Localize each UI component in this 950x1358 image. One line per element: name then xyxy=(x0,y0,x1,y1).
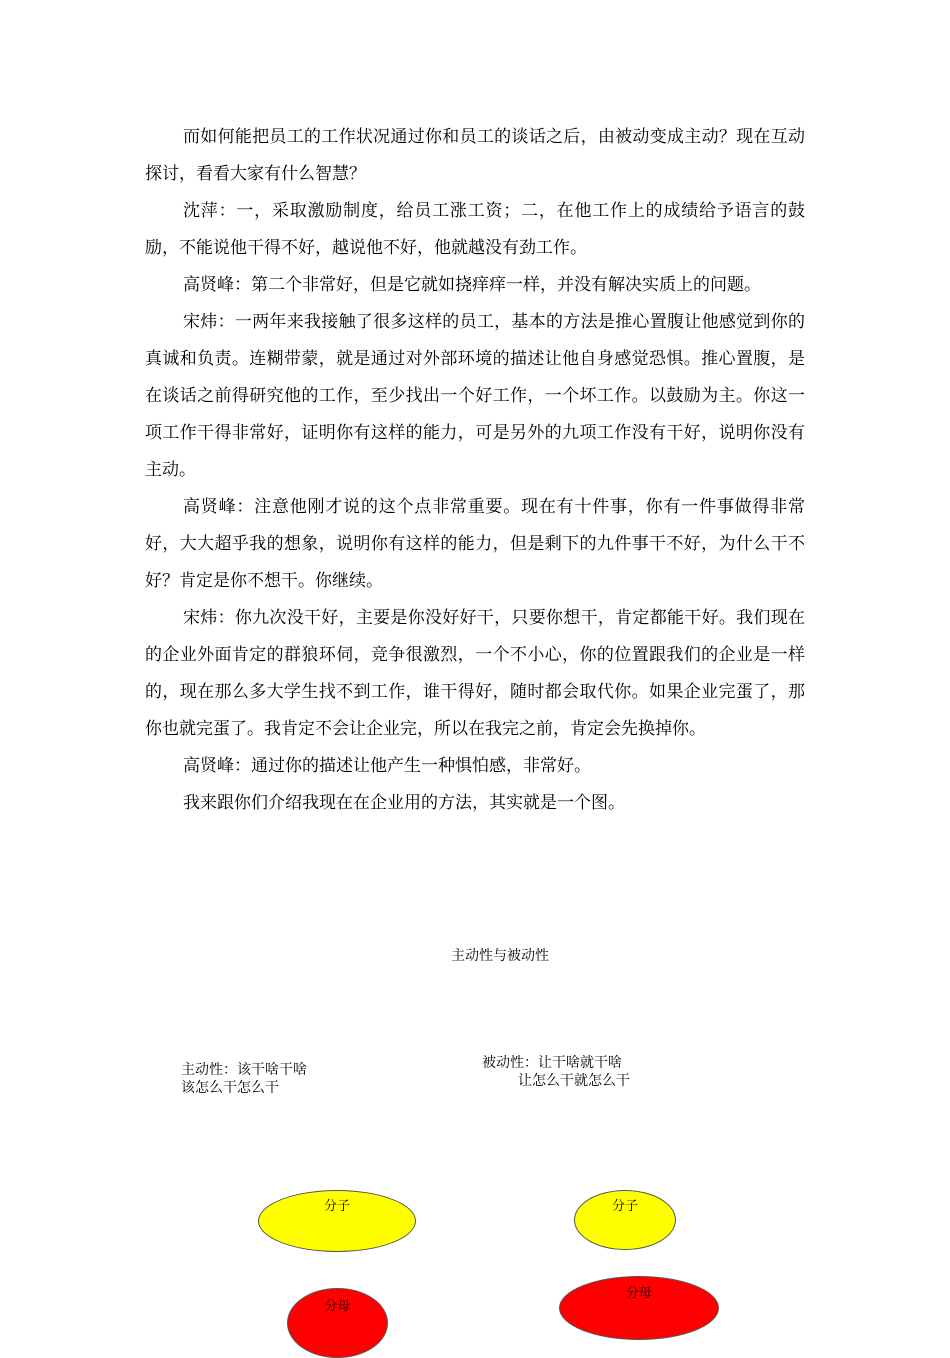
paragraph-figure-intro: 我来跟你们介绍我现在在企业用的方法，其实就是一个图。 xyxy=(183,793,625,813)
right-label-line1: 被动性：让干啥就干啥 xyxy=(482,1055,622,1071)
left-label-line1: 主动性：该干啥干啥 xyxy=(181,1062,307,1078)
left-numerator-label: 分子 xyxy=(323,1199,350,1214)
figure-title: 主动性与被动性 xyxy=(451,948,549,964)
paragraph-gaoxianfeng-1: 高贤峰：第二个非常好，但是它就如挠痒痒一样，并没有解决实质上的问题。 xyxy=(183,275,761,295)
right-numerator-label: 分子 xyxy=(611,1199,638,1214)
paragraph-shenping: 沈萍：一，采取激励制度，给员工涨工资；二，在他工作上的成绩给予语言的鼓励，不能说他干得不好，越说他不好，他就越没有劲工作。 xyxy=(145,201,805,258)
left-denominator-label: 分母 xyxy=(324,1299,351,1314)
right-label xyxy=(482,1054,630,1090)
right-numerator-ellipse xyxy=(574,1190,676,1250)
left-label xyxy=(181,1061,307,1097)
paragraph-songwei-1: 宋炜：一两年来我接触了很多这样的员工，基本的方法是推心置腹让他感觉到你的真诚和负责。连糊带蒙，就是通过对外部环境的描述让他自身感觉恐惧。推心置腹，是在谈话之前得研究他的工作，至少找出一个好工作，一个坏工作。以鼓励为主。你这一项工作干得非常好，证明你有这样的能力，可是另外的九项工作没有干好，说明你没有主动。 xyxy=(145,312,805,480)
paragraph-gaoxianfeng-2: 高贤峰：注意他刚才说的这个点非常重要。现在有十件事，你有一件事做得非常好，大大超乎我的想象，说明你有这样的能力，但是剩下的九件事干不好，为什么干不好？肯定是你不想干。你继续。 xyxy=(145,497,805,591)
right-label-line2: 让怎么干就怎么干 xyxy=(518,1073,630,1089)
left-label-line2: 该怎么干怎么干 xyxy=(181,1080,279,1096)
paragraph-songwei-2: 宋炜：你九次没干好，主要是你没好好干，只要你想干，肯定都能干好。我们现在的企业外面肯定的群狼环伺，竞争很激烈，一个不小心，你的位置跟我们的企业是一样的，现在那么多大学生找不到工作，谁干得好，随时都会取代你。如果企业完蛋了，那你也就完蛋了。我肯定不会让企业完，所以在我完之前，肯定会先换掉你。 xyxy=(145,608,805,739)
left-numerator-ellipse xyxy=(258,1190,416,1252)
right-denominator-label: 分母 xyxy=(625,1286,652,1301)
paragraph-gaoxianfeng-3: 高贤峰：通过你的描述让他产生一种惧怕感，非常好。 xyxy=(183,756,591,776)
left-denominator-ellipse xyxy=(287,1288,388,1358)
document-body xyxy=(145,119,805,822)
paragraph-intro: 而如何能把员工的工作状况通过你和员工的谈话之后，由被动变成主动？现在互动探讨，看看大家有什么智慧？ xyxy=(145,127,805,184)
right-denominator-ellipse xyxy=(559,1276,719,1340)
